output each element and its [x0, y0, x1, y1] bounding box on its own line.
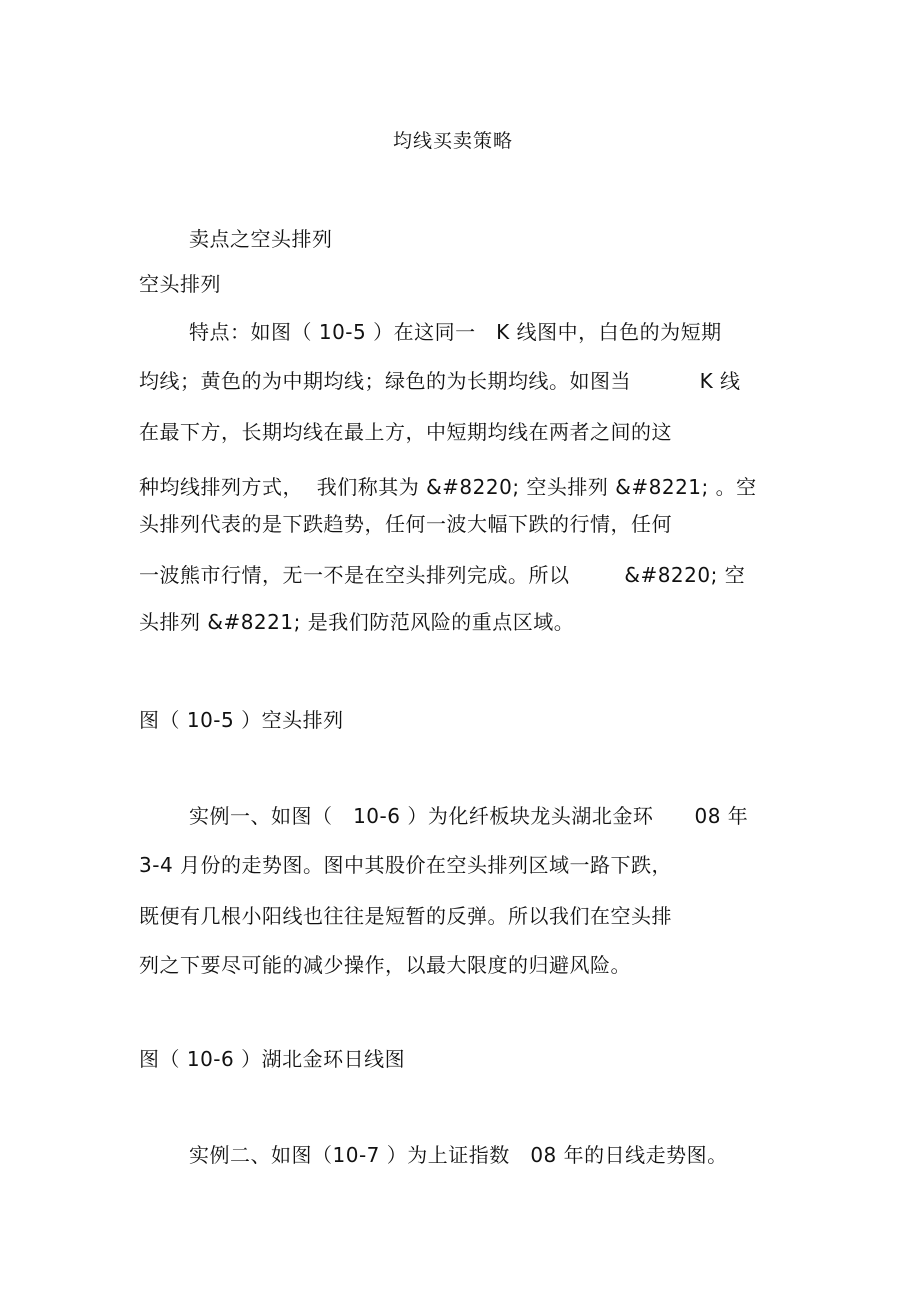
paragraph-line: 3-4 月份的走势图。图中其股价在空头排列区域一路下跌，	[139, 853, 673, 877]
subheading: 空头排列	[139, 272, 221, 296]
section-heading: 卖点之空头排列	[189, 227, 333, 251]
paragraph-line: 一波熊市行情，无一不是在空头排列完成。所以 &#8220; 空	[139, 563, 746, 587]
paragraph-line: 既便有几根小阳线也往往是短暂的反弹。所以我们在空头排	[139, 904, 672, 928]
paragraph-line: 特点：如图（ 10-5 ）在这同一 K 线图中，白色的为短期	[189, 320, 722, 344]
document-title: 均线买卖策略	[392, 130, 513, 152]
paragraph-example-2: 实例二、如图（10-7 ）为上证指数 08 年的日线走势图。	[189, 1143, 728, 1167]
paragraph-line: 头排列 &#8221; 是我们防范风险的重点区域。	[139, 610, 575, 634]
paragraph-line: 实例一、如图（ 10-6 ）为化纤板块龙头湖北金环 08 年	[189, 804, 749, 828]
paragraph-line: 均线；黄色的为中期均线；绿色的为长期均线。如图当 K 线	[139, 369, 741, 393]
paragraph-line: 在最下方，长期均线在最上方，中短期均线在两者之间的这	[139, 420, 672, 444]
figure-caption: 图（ 10-5 ）空头排列	[139, 708, 344, 732]
paragraph-line: 列之下要尽可能的减少操作，以最大限度的归避风险。	[139, 953, 631, 977]
paragraph-line: 种均线排列方式， 我们称其为 &#8220; 空头排列 &#8221; 。空	[139, 475, 757, 499]
paragraph-line: 头排列代表的是下跌趋势，任何一波大幅下跌的行情，任何	[139, 512, 672, 536]
figure-caption: 图（ 10-6 ）湖北金环日线图	[139, 1047, 406, 1071]
